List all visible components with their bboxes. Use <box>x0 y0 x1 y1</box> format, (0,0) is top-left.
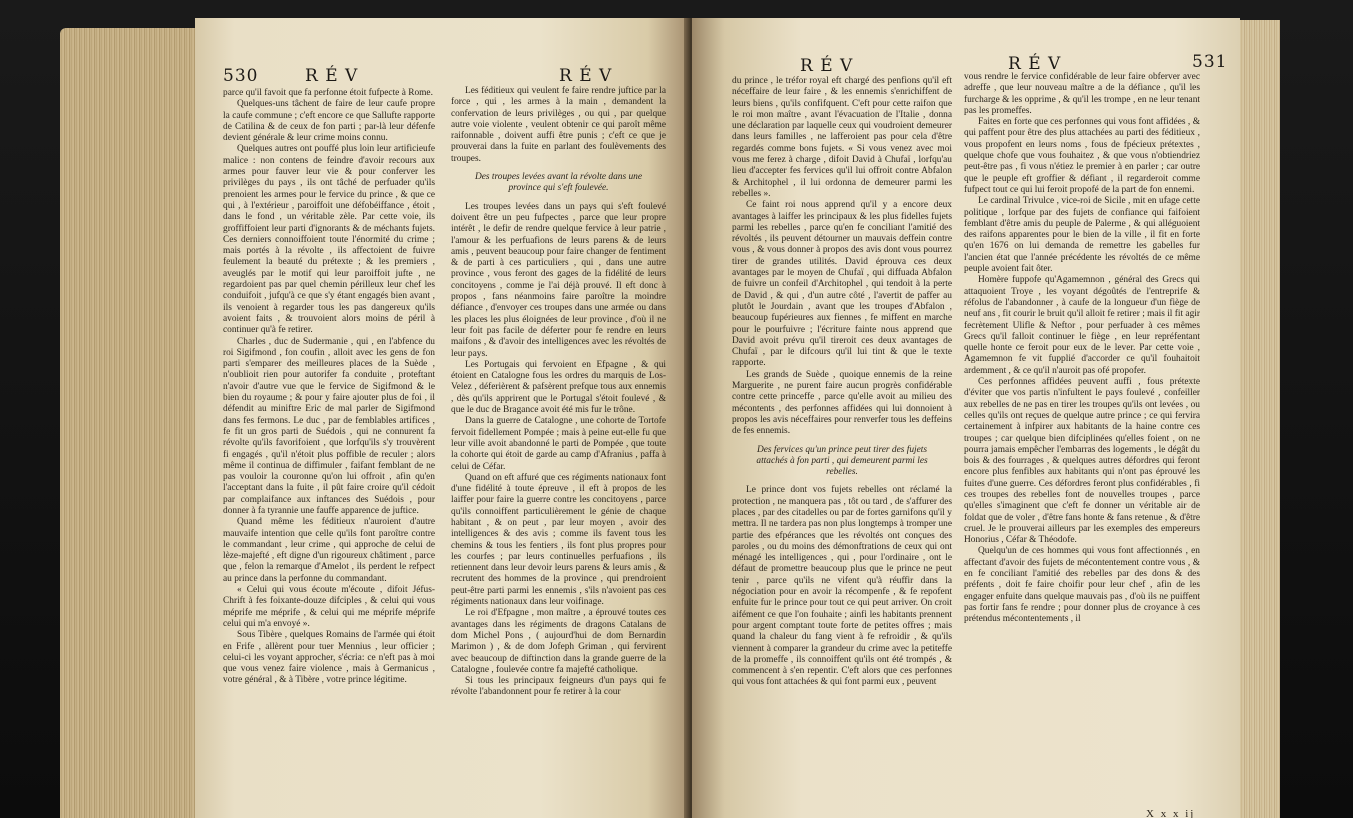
paragraph: Homère fuppofe qu'Agamemnon , général des Grecs qui attaquoient Troye , les voyant dégoûtés de l'entreprife & réfolus de l'abandonner , à caufe de la longueur d'un fiège de neuf ans , fit courir le bruit qu'il alloit fe retirer ; mais il fit agir fecrètement Ulifle & Neftor , pour perfuader à ces mêmes Grecs qu'il falloit continuer le fiège , en leur repréfentant quelle honte ce feroit pour eux de le lever. Par cette voie , Agamemnon fe vit fupplié d'accorder ce qu'il fouhaitoit ardemment , & ce qu'il n'auroit pas ofé propofer. <box>964 275 1200 376</box>
right-page-column-2 <box>964 72 1200 802</box>
right-page-number: 531 <box>1192 52 1228 72</box>
right-page-column-1 <box>732 76 952 806</box>
signature-mark: X x x ij <box>1146 808 1196 818</box>
paragraph: Quelques-uns tâchent de faire de leur caufe propre la caufe commune ; c'eft encore ce que Sallufte rapporte de Catilina & de ceux de fon parti ; par-là leur défenfe devient générale & leur crime moins connu. <box>223 99 435 144</box>
paragraph: Quelqu'un de ces hommes qui vous font affectionnés , en affectant d'avoir des fujets de mécontentement contre vous , & en fe conciliant l'amitié des rebelles par des dons & des préfents , doit fe faire choifir pour leur chef , afin de les engager enfuite dans quelque mauvais pas , d'où ils ne puiffent pas fortir fans fe rendre ; pour donner plus de croyance à ces prétendus mécontentements , il <box>964 546 1200 625</box>
left-page-column-1 <box>223 88 435 803</box>
paragraph: Dans la guerre de Catalogne , une cohorte de Tortofe fervoit fidellement Pompée ; mais à peine eut-elle fu que leur ville avoit abandonné le parti de Pompée , que toute la cohorte qui étoit de garde au camp d'Afranius , paffa à celui de Céfar. <box>451 416 666 472</box>
paragraph: Les Portugais qui fervoient en Efpagne , & qui étoient en Catalogne fous les ordres du marquis de Los-Velez , déferièrent & pafsèrent prefque tous aux ennemis , dès qu'ils apprirent que le Portugal s'étoit foulevé , & que le duc de Bragance avoit été mis fur le trône. <box>451 359 666 416</box>
left-page <box>195 18 687 818</box>
paragraph: Quand on eft affuré que ces régiments nationaux font d'une fidélité à toute épreuve , il eft à propos de les laiffer pour faire la guerre contre les concitoyens , parce qu'ils connoiffent particulièrement le génie de chaque habitant , & on peut , par leur moyen , avoir des intelligences & des avis ; comme ils favent tous les chemins & tous les fentiers , ils font plus propres pour les courfes ; par leurs continuelles perfuafions , ils retiennent dans leur devoir leurs parens & leurs amis , & recrutent des hommes de la province , qui prendroient peut-être parti parmi les ennemis , s'ils n'avoient pas ces régiments nationaux dans leur voifinage. <box>451 472 666 608</box>
paragraph: Le prince dont vos fujets rebelles ont réclamé la protection , ne manquera pas , tôt ou tard , de s'affurer des places , par des citadelles ou par de fortes garnifons qu'il y mettra. Il ne tardera pas non plus longtemps à tromper une partie des efpérances que les révoltés ont conçues des paroles , ou du moins des démonftrations de ceux qui ont ménagé les intelligences , qui , pour l'ordinaire , ont le défaut de promettre beaucoup plus que le prince ne peut tenir , parce qu'ils ne vifent qu'à réuffir dans la négociation pour en avoir la récompenfe , & fe repofent enfuite fur le prince pour tout ce qui peut arriver. On croit aifément ce que l'on fouhaite ; ainfi les habitants prennent pour argent comptant toute forte de petites offres ; mais quand la chaleur du fang vient à fe refroidir , & qu'ils viennent à comparer la grandeur du crime avec la petiteffe de la promeffe , ils connoiffent qu'ils ont été trompés , & commencent à s'en repentir. C'eft alors que ces perfonnes qui vous font attachées & qui font parmi eux , peuvent <box>732 485 952 688</box>
paragraph: Le roi d'Efpagne , mon maître , a éprouvé toutes ces avantages dans les régiments de dragons Catalans de dom Michel Pons , ( aujourd'hui de dom Bernardin Marimon ) , & de dom Jofeph Griman , qui fervirent avec beaucoup de diftinction dans la grande guerre de la Catalogne , foulevée contre fa majefté catholique. <box>451 608 666 675</box>
paragraph: Les troupes levées dans un pays qui s'eft foulevé doivent être un peu fufpectes , parce que leur propre intérêt , le defir de rendre quelque fervice à leur patrie , l'amour & les perfuafions de leurs parens & de leurs amis , peuvent beaucoup pour faire changer de fentiment & de parti à ces particuliers , qui , dans une autre province , vous feront des gages de la fidélité de leurs concitoyens , comme je l'ai déjà prouvé. Il eft donc à propos , fans néanmoins faire paroître la moindre défiance , d'envoyer ces troupes dans une armée ou dans les places les plus éloignées de leur province , d'où il ne leur foit pas facile de déferter pour fe rendre en leurs maifons , & d'avoir des intelligences avec les révoltés de leur pays. <box>451 201 666 359</box>
paragraph: Les féditieux qui veulent fe faire rendre juftice par la force , qui , les armes à la main , demandent la confervation de leurs privilèges , ou qui , par quelque autre voie violente , veulent obtenir ce qui paroît même raifonnable , doivent auffi être punis ; c'eft ce que je prouverai dans la fuite en parlant des foulèvements des troupes. <box>451 86 666 164</box>
right-running-head-2: R É V <box>1008 54 1062 74</box>
left-page-number: 530 <box>223 66 259 86</box>
paragraph: « Celui qui vous écoute m'écoute , difoit Jéfus-Chrift à fes foixante-douze difciples , & celui qui vous méprife me méprife , & celui qui me méprife méprife celui qui m'a envoyé ». <box>223 585 435 629</box>
paragraph: Le cardinal Trivulce , vice-roi de Sicile , mit en ufage cette politique , lorfque par des fujets de confiance qui faifoient femblant d'être amis du peuple de Palerme , & qui alléguoient des raifons apparentes pour le bien de la ville , il fit en forte qu'en 1676 on lui demanda de remettre les gabelles fur l'ancien état que l'année précédente les révoltés de ce même peuple avoient fait ôter. <box>964 196 1200 275</box>
paragraph: Sous Tibère , quelques Romains de l'armée qui étoit en Frife , allèrent pour tuer Mennius , leur officier ; celui-ci les voyant approcher, s'écria: ce n'eft pas à moi que vous venez faire violence , mais à Germanicus , votre général , & à Tibère , votre prince légitime. <box>223 630 435 686</box>
paragraph: parce qu'il favoit que fa perfonne étoit fufpecte à Rome. <box>223 88 433 98</box>
left-running-head-2: R É V <box>559 66 613 86</box>
left-running-head-1: R É V <box>305 66 359 86</box>
paragraph: Les grands de Suède , quoique ennemis de la reine Marguerite , ne purent faire aucun progrès confidérable contre cette princeffe , parce qu'elle avoit au milieu des mécontents , des perfonnes affidées qui lui donnoient à propos les avis néceffaires pour renverfer tous les deffeins de fes ennemis. <box>732 369 952 437</box>
section-heading: Des troupes levées avant la révolte dans une province qui s'eft foulevée. <box>474 172 643 194</box>
paragraph: Ces perfonnes affidées peuvent auffi , fous prétexte d'éviter que vos partis n'infultent le pays foulevé , confeiller aux rebelles de ne pas en tirer les troupes qu'ils ont levées , ou celles qu'ils ont reçues de quelque autre prince ; ce qui fervira certainement à infpirer aux habitants de la haine contre ces troupes ; car quelque bien difciplinées qu'elles foient , on ne pourra jamais empêcher l'embarras des logements , le dégât du bois & des fourrages , & quelques autres défordres qui feront encore plus fenfibles aux habitants qui n'ont pas éprouvé les fuites d'une guerre. Ces défordres feront plus confidérables , fi ces troupes des rebelles font de nouvelles troupes , parce qu'elles s'imaginent que c'eft fe donner un véritable air de foldat que de voler , d'être fans honte & fans retenue , & d'être cruel. Je le prouverai ailleurs par les exemples des empereurs Honorius , Céfar & Théodofe. <box>964 377 1200 546</box>
section-heading: Des fervices qu'un prince peut tirer des fujets attachés à fon parti , qui demeurent parmi les rebelles. <box>756 444 928 478</box>
paragraph: vous rendre le fervice confidérable de leur faire obferver avec adreffe , que leur nouveau maître a de la défiance , qu'il les furcharge & les opprime , & qu'il les trompe , en ne leur tenant pas les promeffes. <box>964 72 1200 116</box>
right-page-edges <box>1235 20 1280 818</box>
paragraph: Si tous les principaux feigneurs d'un pays qui fe révolte l'abandonnent pour fe retirer à la cour <box>451 676 666 698</box>
right-page <box>692 18 1240 818</box>
paragraph: Quand même les féditieux n'auroient d'autre mauvaife intention que celle qu'ils font paroître contre le commandant , leur crime , qui approche de celui de lèze-majefté , eft digne d'un rigoureux châtiment , parce que , felon la remarque d'Amelot , ils perdent le refpect au prince dans la perfonne du commandant. <box>223 517 435 584</box>
paragraph: Ce faint roi nous apprend qu'il y a encore deux avantages à laiffer les principaux & les plus fidelles fujets parmi les rebelles , parce qu'en fe conciliant l'amitié des révoltés , ils peuvent détourner un mauvais deffein contre vous , & vous donner à propos des avis dont vous pourrez tirer de grandes utilités. David éprouva ces deux avantages par le moyen de Chufaï , qui diffuada Abfalon de fuivre un confeil d'Architophel , qui tendoit à la perte de David , & qui , d'un autre côté , l'avertit de paffer au plutôt le Jourdain , avant que les troupes d'Abfalon , beaucoup fupérieures aux fiennes , fe miffent en marche pour le pourfuivre ; l'écriture fainte nous apprend que David avoit prévu qu'il tireroit ces deux avantages de Chufaï , par le difcours qu'il lui tint & que le texte rapporte. <box>732 200 952 369</box>
paragraph: Faites en forte que ces perfonnes qui vous font affidées , & qui paffent pour être des plus attachées au parti des féditieux , vous propofent en leurs noms , fous de fpécieux prétextes , quelque chofe que vous fouhaitez , & que vous n'obtiendriez peut-être pas , fi vous n'étiez le premier à en parler ; car outre que le peuple eft groffier & défiant , il regarderoit comme fufpect tout ce qui lui feroit propofé de la part de fon ennemi. <box>964 117 1200 195</box>
paragraph: du prince , le tréfor royal eft chargé des penfions qu'il eft néceffaire de leur faire , & les ennemis s'enrichiffent de leurs biens , qu'ils confifquent. C'eft pour cette raifon que le roi mon maître , avant l'évacuation de l'Italie , donna une déclaration par laquelle ceux qui voudroient demeurer dans leurs familles , ne lafferoient pas pour cela d'être regardés comme bons fujets. « Si vous venez avec moi vous me ferez à charge , difoit David à Chufaï , lorfqu'au lieu d'accepter fes fervices qu'il lui offroit contre Abfalon & Architophel , il lui ordonna de demeurer parmi les rebelles ». <box>732 76 952 199</box>
left-page-edges <box>60 28 210 818</box>
paragraph: Quelques autres ont pouffé plus loin leur artificieufe malice : non contens de feindre d'avoir recours aux armes pour fauver leur vie & pour conferver les privilèges du pays , ils ont tâché de perfuader qu'ils prenoient les armes pour le fervice du prince , & que ce qui , à l'extérieur , paroiffoit une défobéiffance , étoit , dans le fond , un véritable zèle. Par cette voie, ils groffiffoient leur parti d'ignorants & de méchants fujets. Ces derniers connoiffoient toute l'énormité du crime ; mais portés à la révolte , ils affectoient de fuivre feulement la beauté du prétexte ; & les premiers , aveuglés par le motif qui leur paroiffoit jufte , ne regardoient pas par quel chemin périlleux leur chef les conduifoit , jufqu'à ce que s'y étant engagés bien avant , ils venoient à regarder tous les pas dangereux qu'ils avoient faits , & trouvoient alors moins de péril à continuer qu'à fe retirer. <box>223 144 435 336</box>
left-page-column-2 <box>451 86 666 806</box>
right-running-head-1: R É V <box>800 56 854 76</box>
paragraph: Charles , duc de Sudermanie , qui , en l'abfence du roi Sigifmond , fon coufin , alloit avec les gens de fon parti s'emparer des meilleures places de la Suède , n'oublioit rien pour autorifer fa conduite , proteftant n'avoir d'autre vue que le fervice de Sigifmond & le bien du royaume ; & pour y faire ajouter plus de foi , il défendit au miniftre Eric de mal parler de Sigifmond dans fes fermons. Le duc , par de femblables artifices , fe fit un gros parti de Suédois , qui ne connurent fa révolte qu'ils favorifoient , que lorfqu'ils s'y trouvèrent fi engagés , qu'il n'étoit plus poffible de reculer ; alors même il continua de diffimuler , faifant femblant de ne pas vouloir la couronne qu'on lui offroit , afin qu'en l'acceptant dans la fuite , il pût faire croire qu'il cédoit par complaifance aux inftances des Suédois , pour donner à fa tyrannie une fauffe apparence de juftice. <box>223 336 435 516</box>
